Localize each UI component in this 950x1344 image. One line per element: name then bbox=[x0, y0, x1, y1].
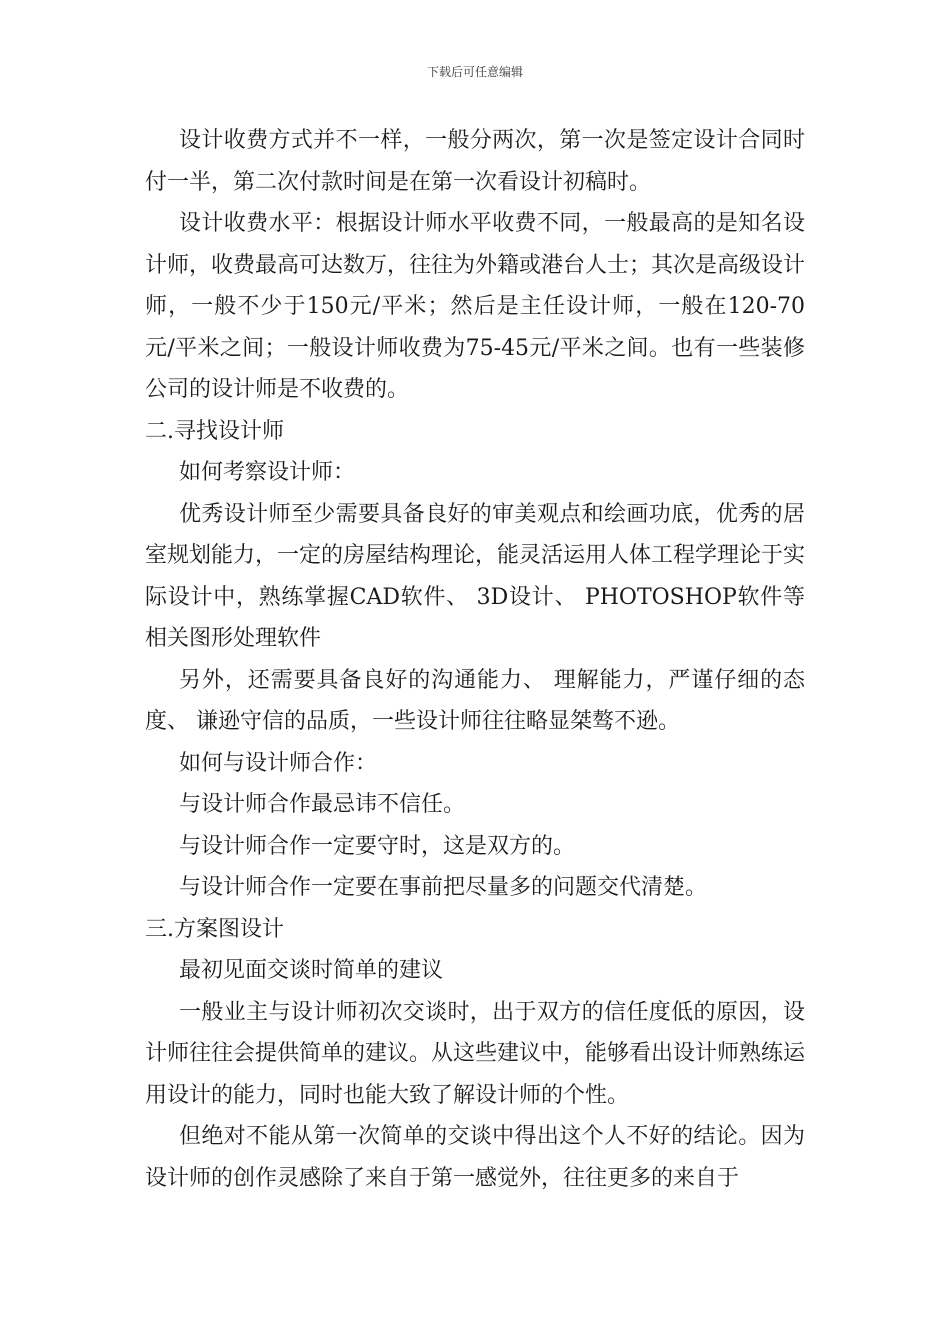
paragraph-fee-levels: 设计收费水平：根据设计师水平收费不同，一般最高的是知名设计师，收费最高可达数万，往往为外籍或港台人士；其次是高级设计师，一般不少于150元/平米；然后是主任设计师，一般在120-70元/平米之间；一般设计师收费为75-45元/平米之间。也有一些装修公司的设计师是不收费的。 bbox=[145, 211, 806, 402]
paragraph-initial-advice-title: 最初见面交谈时简单的建议 bbox=[179, 958, 444, 983]
section-heading-find-designer: 二.寻找设计师 bbox=[145, 418, 284, 444]
paragraph-cooperate-trust: 与设计师合作最忌讳不信任。 bbox=[179, 792, 466, 817]
paragraph-cooperate-explain: 与设计师合作一定要在事前把尽量多的问题交代清楚。 bbox=[179, 875, 708, 900]
page-header: 下载后可任意编辑 bbox=[426, 65, 523, 79]
document-body bbox=[145, 120, 805, 1199]
section-heading-plan-design: 三.方案图设计 bbox=[145, 916, 284, 942]
paragraph-initial-advice: 一般业主与设计师初次交谈时，出于双方的信任度低的原因，设计师往往会提供简单的建议。从这些建议中，能够看出设计师熟练运用设计的能力，同时也能大致了解设计师的个性。 bbox=[145, 999, 806, 1108]
paragraph-how-to-cooperate: 如何与设计师合作： bbox=[179, 750, 378, 776]
paragraph-cooperate-punctual: 与设计师合作一定要守时，这是双方的。 bbox=[179, 833, 576, 859]
paragraph-fee-method: 设计收费方式并不一样，一般分两次，第一次是签定设计合同时付一半，第二次付款时间是在第一次看设计初稿时。 bbox=[145, 128, 805, 195]
paragraph-how-to-evaluate: 如何考察设计师： bbox=[179, 460, 356, 485]
paragraph-do-not-judge: 但绝对不能从第一次简单的交谈中得出这个人不好的结论。因为设计师的创作灵感除了来自于第一感觉外，往往更多的来自于 bbox=[145, 1124, 805, 1191]
paragraph-designer-qualities: 另外，还需要具备良好的沟通能力、 理解能力，严谨仔细的态度、 谦逊守信的品质，一些设计师往往略显桀骜不逊。 bbox=[145, 667, 805, 734]
paragraph-designer-skills: 优秀设计师至少需要具备良好的审美观点和绘画功底，优秀的居室规划能力，一定的房屋结构理论，能灵活运用人体工程学理论于实际设计中，熟练掌握CAD软件、 3D设计、 PHOTOSHOP软件等相关图形处理软件 bbox=[145, 501, 806, 651]
